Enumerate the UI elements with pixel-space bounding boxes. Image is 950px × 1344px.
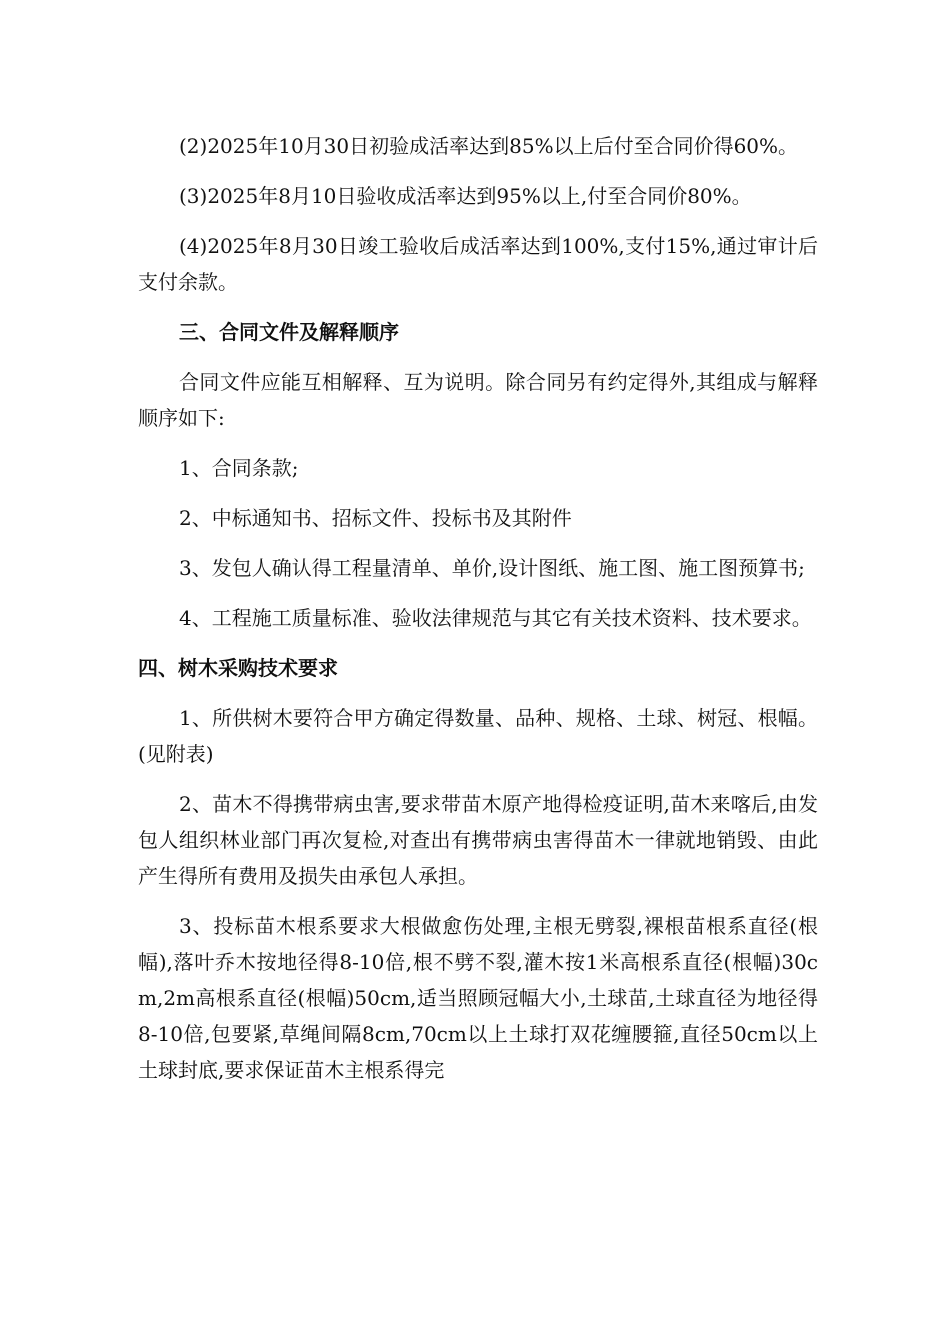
list-item: 4、工程施工质量标准、验收法律规范与其它有关技术资料、技术要求。	[179, 606, 812, 630]
section-heading-contract-documents: 三、合同文件及解释顺序	[179, 320, 399, 344]
payment-clause-3: (3)2025年8月10日验收成活率达到95%以上,付至合同价80%。	[179, 184, 752, 208]
requirement-item: 2、苗木不得携带病虫害,要求带苗木原产地得检疫证明,苗木来喀后,由发包人组织林业部门再次复检,对查出有携带病虫害得苗木一律就地销毁、由此产生得所有费用及损失由承包人承担。	[138, 792, 818, 888]
contract-documents-intro: 合同文件应能互相解释、互为说明。除合同另有约定得外,其组成与解释顺序如下:	[138, 370, 818, 430]
payment-clause-4: (4)2025年8月30日竣工验收后成活率达到100%,支付15%,通过审计后支付余款。	[138, 234, 818, 294]
section-heading-tree-procurement: 四、树木采购技术要求	[138, 656, 338, 680]
payment-clause-2: (2)2025年10月30日初验成活率达到85%以上后付至合同价得60%。	[179, 134, 799, 158]
requirement-item: 3、投标苗木根系要求大根做愈伤处理,主根无劈裂,裸根苗根系直径(根幅),落叶乔木按地径得8-10倍,根不劈不裂,灌木按1米高根系直径(根幅)30cm,2m高根系直径(根幅)50cm,适当照顾冠幅大小,土球苗,土球直径为地径得8-10倍,包要紧,草绳间隔8cm,70cm以上土球打双花缠腰箍,直径50cm以上土球封底,要求保证苗木主根系得完	[138, 914, 818, 1082]
requirement-item: 1、所供树木要符合甲方确定得数量、品种、规格、土球、树冠、根幅。(见附表)	[138, 706, 818, 766]
document-body	[138, 128, 818, 1102]
list-item: 2、中标通知书、招标文件、投标书及其附件	[179, 506, 572, 530]
list-item: 3、发包人确认得工程量清单、单价,设计图纸、施工图、施工图预算书;	[179, 556, 805, 580]
list-item: 1、合同条款;	[179, 456, 299, 480]
